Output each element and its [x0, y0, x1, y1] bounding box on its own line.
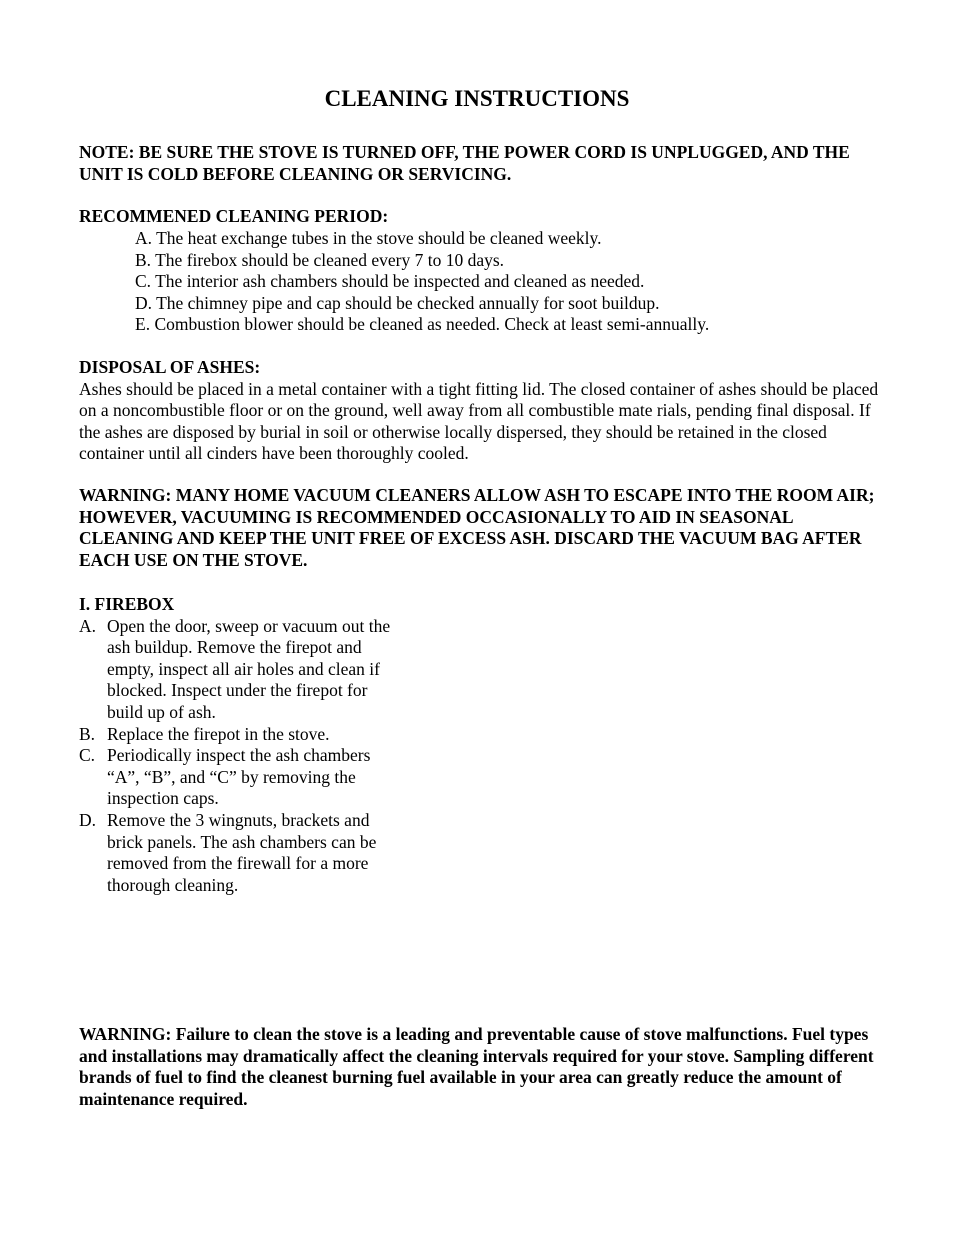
disposal-text: Ashes should be placed in a metal container with a tight fitting lid. The closed container of ashes should be placed on a noncombustible floor or on the ground, well away from all combustible mate rials, pending final disposal. If the ashes are disposed by burial in soil or otherwise locally dispersed, they should be retained in the closed container until all cinders have been thoroughly cooled. — [79, 378, 879, 464]
list-item — [79, 745, 399, 810]
list-item: D. The chimney pipe and cap should be checked annually for soot buildup. — [135, 292, 660, 313]
vacuum-warning: WARNING: MANY HOME VACUUM CLEANERS ALLOW ASH TO ESCAPE INTO THE ROOM AIR; HOWEVER, VACUUMING IS RECOMMENDED OCCASIONALLY TO AID IN SEASONAL CLEANING AND KEEP THE UNIT FREE OF EXCESS ASH. DISCARD THE VACUUM BAG AFTER EACH USE ON THE STOVE. — [79, 485, 875, 570]
list-item — [79, 616, 399, 724]
page-title: CLEANING INSTRUCTIONS — [324, 86, 630, 111]
list-text: Replace the firepot in the stove. — [107, 723, 330, 744]
list-marker: C. — [79, 745, 96, 766]
safety-note: NOTE: BE SURE THE STOVE IS TURNED OFF, THE POWER CORD IS UNPLUGGED, AND THE UNIT IS COLD BEFORE CLEANING OR SERVICING. — [79, 142, 850, 184]
list-text: Periodically inspect the ash chambers “A”, “B”, and “C” by removing the inspection caps. — [107, 745, 371, 809]
list-marker: D. — [79, 809, 97, 830]
list-item: A. The heat exchange tubes in the stove should be cleaned weekly. — [135, 228, 602, 248]
list-item: E. Combustion blower should be cleaned as needed. Check at least semi-annually. — [135, 314, 710, 335]
cleaning-period-heading: RECOMMENED CLEANING PERIOD: — [79, 206, 389, 226]
list-text: Remove the 3 wingnuts, brackets and brick panels. The ash chambers can be removed from the firewall for a more thorough cleaning. — [107, 809, 377, 895]
list-item: C. The interior ash chambers should be inspected and cleaned as needed. — [135, 271, 645, 292]
list-item — [79, 810, 399, 896]
disposal-section — [79, 357, 879, 465]
list-item: B. The firebox should be cleaned every 7 to 10 days. — [135, 249, 505, 270]
firebox-steps — [79, 616, 399, 897]
disposal-heading: DISPOSAL OF ASHES: — [79, 357, 261, 377]
list-marker: A. — [79, 615, 97, 636]
list-marker: B. — [79, 723, 96, 744]
list-text: Open the door, sweep or vacuum out the ash buildup. Remove the firepot and empty, inspect all air holes and clean if blocked. Inspect under the firepot for build up of ash. — [107, 615, 391, 722]
cleaning-period-list — [79, 228, 879, 336]
maintenance-warning: WARNING: Failure to clean the stove is a leading and preventable cause of stove malfunctions. Fuel types and installations may dramatically affect the cleaning intervals required for your stove. Sampling different brands of fuel to find the cleanest burning fuel available in your area can greatly reduce the amount of maintenance required. — [79, 1024, 874, 1109]
firebox-section — [79, 594, 399, 896]
firebox-heading: I. FIREBOX — [79, 594, 175, 614]
list-item — [79, 724, 399, 746]
